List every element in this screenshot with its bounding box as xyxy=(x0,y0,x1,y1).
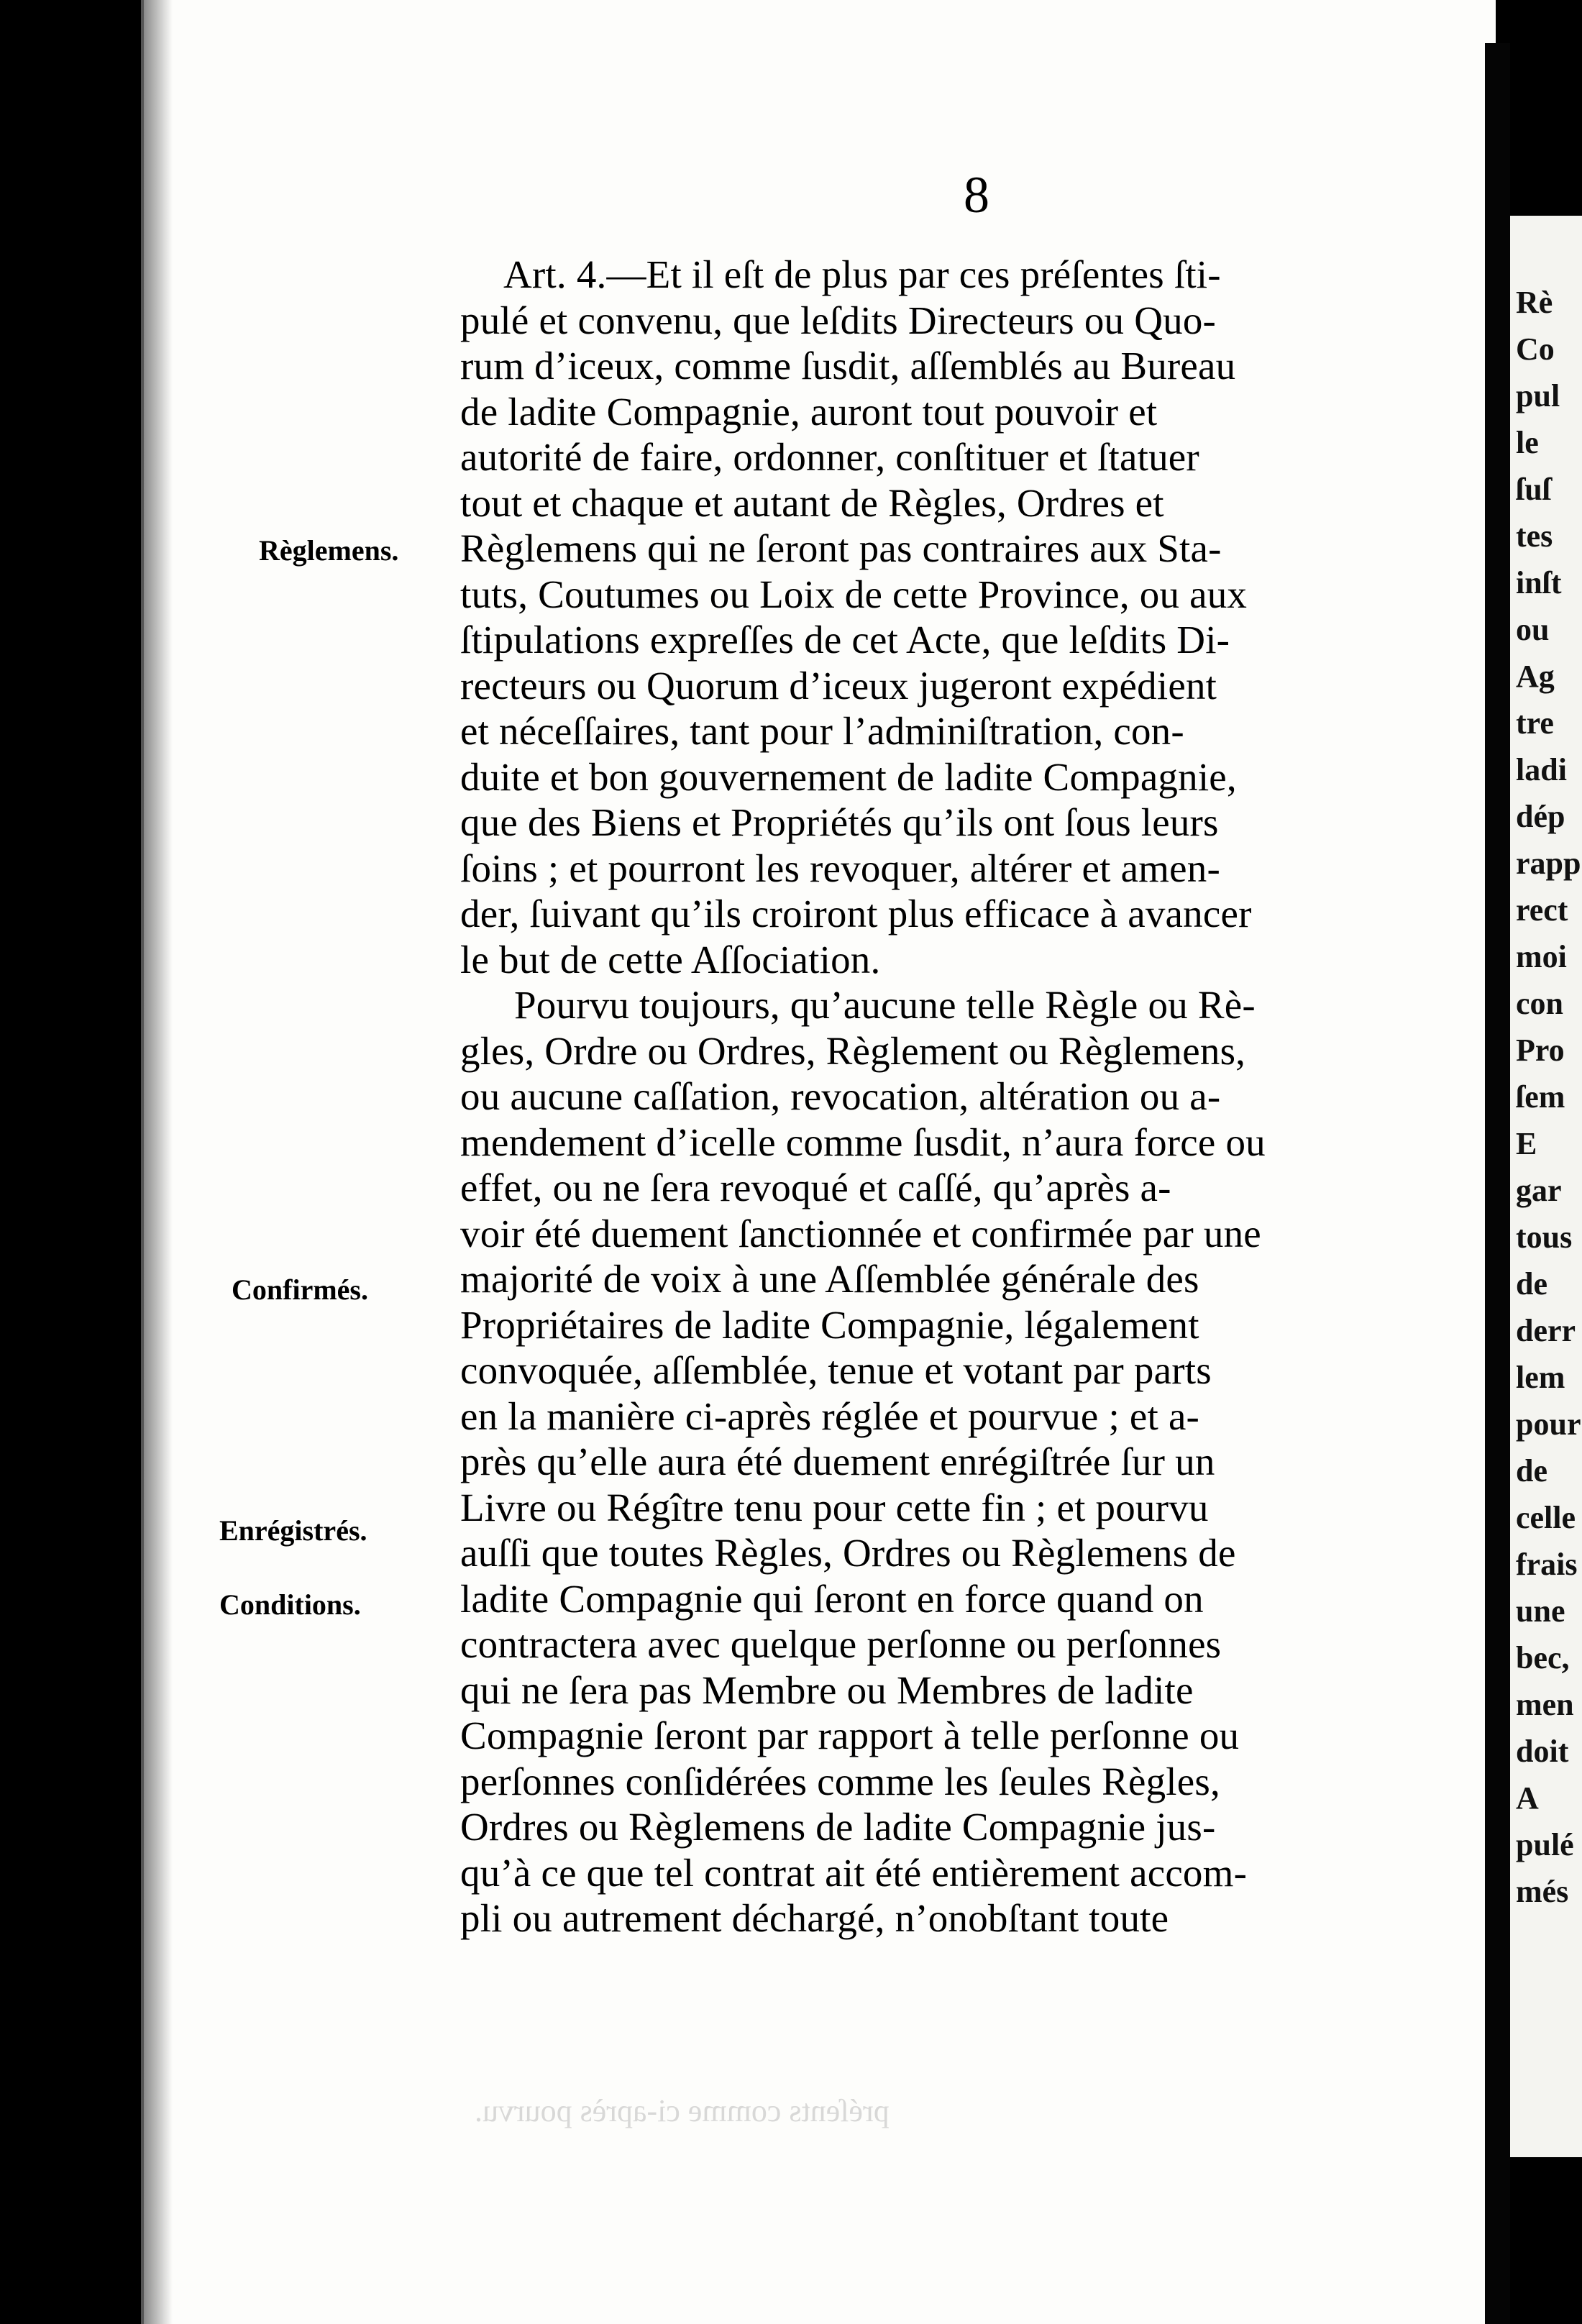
facing-page-fragment: Ag xyxy=(1516,659,1555,694)
facing-page-fragment: gar xyxy=(1516,1173,1562,1208)
margin-note-reglemens: Règlemens. xyxy=(259,534,399,567)
text-line: Ordres ou Règlemens de ladite Compagnie jus- xyxy=(460,1805,1216,1849)
facing-page-fragment: tes xyxy=(1516,518,1553,554)
text-line: pulé et convenu, que leſdits Directeurs ou Quo- xyxy=(460,298,1217,342)
text-line: tout et chaque et autant de Règles, Ordres et xyxy=(460,480,1164,525)
facing-page xyxy=(1510,216,1582,2157)
facing-page-fragment: con xyxy=(1516,986,1563,1021)
margin-note-conditions: Conditions. xyxy=(219,1588,361,1621)
facing-page-fragment: tre xyxy=(1516,705,1554,741)
text-line: recteurs ou Quorum d’iceux jugeront expédient xyxy=(460,663,1217,708)
text-line: convoquée, aſſemblée, tenue et votant par parts xyxy=(460,1348,1212,1392)
text-line: Pourvu toujours, qu’aucune telle Règle ou Rè- xyxy=(514,983,1256,1027)
text-line: près qu’elle aura été duement enrégiſtrée ſur un xyxy=(460,1440,1215,1483)
facing-page-fragment: de xyxy=(1516,1266,1547,1301)
facing-page-fragment: bec, xyxy=(1516,1640,1570,1675)
facing-page-fragment: Rè xyxy=(1516,285,1553,320)
text-line: voir été duement ſanctionnée et confirmée par une xyxy=(460,1211,1261,1255)
gutter-shadow xyxy=(144,0,173,2324)
facing-page-fragment: frais xyxy=(1516,1547,1578,1582)
facing-page-fragment: rapp xyxy=(1516,846,1581,881)
facing-page-fragment: celle xyxy=(1516,1500,1576,1535)
facing-page-fragment: rect xyxy=(1516,892,1568,928)
facing-page-fragment: ladi xyxy=(1516,752,1567,787)
text-line: rum d’iceux, comme ſusdit, aſſemblés au Bureau xyxy=(460,344,1236,388)
text-line: majorité de voix à une Aſſemblée générale des xyxy=(460,1257,1199,1301)
text-line: qui ne ſera pas Membre ou Membres de ladite xyxy=(460,1667,1194,1712)
facing-page-fragment: ou xyxy=(1516,612,1550,647)
text-line: gles, Ordre ou Ordres, Règlement ou Règlemens, xyxy=(460,1028,1246,1073)
text-line: der, ſuivant qu’ils croiront plus efficace à avancer xyxy=(460,892,1252,935)
facing-page-fragment: lem xyxy=(1516,1360,1565,1395)
text-line: en la manière ci-après réglée et pourvue ; et a- xyxy=(460,1394,1200,1438)
text-line: autorité de faire, ordonner, conſtituer et ſtatuer xyxy=(460,435,1199,479)
facing-page-fragment: le xyxy=(1516,425,1539,460)
text-line: effet, ou ne ſera revoqué et caſſé, qu’après a- xyxy=(460,1166,1171,1209)
page-number: 8 xyxy=(964,166,989,224)
facing-page-fragment: tous xyxy=(1516,1220,1573,1255)
page-edge xyxy=(0,0,144,2324)
facing-page-fragment: moi xyxy=(1516,939,1567,974)
body-text xyxy=(460,252,1453,1941)
margin-note-enregistres: Enrégistrés. xyxy=(219,1514,367,1547)
text-line: Propriétaires de ladite Compagnie, légalement xyxy=(460,1302,1199,1347)
text-line: ſoins ; et pourront les revoquer, altérer et amen- xyxy=(460,846,1220,890)
text-line: et néceſſaires, tant pour l’adminiſtration, con- xyxy=(460,709,1184,753)
text-line: duite et bon gouvernement de ladite Compagnie, xyxy=(460,754,1237,799)
text-line: perſonnes conſidérées comme les ſeules Règles, xyxy=(460,1759,1220,1803)
text-line: Règlemens qui ne ſeront pas contraires aux Sta- xyxy=(460,526,1222,570)
text-line: contractera avec quelque perſonne ou perſonnes xyxy=(460,1622,1222,1666)
facing-page-fragment: ſem xyxy=(1516,1079,1565,1115)
facing-page-fragment: une xyxy=(1516,1593,1565,1629)
facing-page-fragment: pul xyxy=(1516,378,1560,413)
text-line: ou aucune caſſation, revocation, altération ou a- xyxy=(460,1074,1221,1118)
text-line: pli ou autrement déchargé, n’onobſtant toute xyxy=(460,1896,1169,1940)
facing-page-fragment: Co xyxy=(1516,331,1555,367)
facing-page-fragment: de xyxy=(1516,1453,1547,1488)
facing-page-fragment: dép xyxy=(1516,799,1565,834)
text-line: Art. 4.—Et il eſt de plus par ces préſentes ſti- xyxy=(503,252,1221,296)
text-line: qu’à ce que tel contrat ait été entièrement accom- xyxy=(460,1850,1248,1895)
bleed-through-text: préſents comme ci-après pourvu. xyxy=(475,2093,890,2128)
facing-page-fragment: més xyxy=(1516,1874,1569,1909)
margin-note-confirmes: Confirmés. xyxy=(232,1273,368,1306)
facing-page-fragment: ſuſ xyxy=(1516,472,1551,507)
facing-page-fragment: doit xyxy=(1516,1734,1569,1769)
facing-page-fragment: pulé xyxy=(1516,1827,1574,1862)
text-line: mendement d’icelle comme ſusdit, n’aura force ou xyxy=(460,1120,1266,1164)
text-line: ladite Compagnie qui ſeront en force quand on xyxy=(460,1576,1204,1621)
text-line: le but de cette Aſſociation. xyxy=(460,937,881,982)
facing-page-fragment: Pro xyxy=(1516,1033,1565,1068)
text-line: de ladite Compagnie, auront tout pouvoir et xyxy=(460,389,1158,434)
text-line: auſſi que toutes Règles, Ordres ou Règlemens de xyxy=(460,1531,1236,1575)
text-line: ſtipulations expreſſes de cet Acte, que leſdits Di- xyxy=(460,618,1230,662)
facing-page-fragment: A xyxy=(1516,1780,1539,1816)
facing-page-fragment: inſt xyxy=(1516,565,1562,600)
page-divider xyxy=(1485,43,1510,2324)
facing-page-fragment: pour xyxy=(1516,1406,1581,1442)
facing-page-fragment: men xyxy=(1516,1687,1574,1722)
text-line: que des Biens et Propriétés qu’ils ont ſous leurs xyxy=(460,800,1219,844)
facing-page-fragment: derr xyxy=(1516,1313,1576,1348)
text-line: Compagnie ſeront par rapport à telle perſonne ou xyxy=(460,1714,1240,1757)
text-line: tuts, Coutumes ou Loix de cette Province, ou aux xyxy=(460,572,1248,616)
text-line: Livre ou Régître tenu pour cette fin ; et pourvu xyxy=(460,1485,1209,1529)
facing-page-fragment: E xyxy=(1516,1126,1537,1161)
